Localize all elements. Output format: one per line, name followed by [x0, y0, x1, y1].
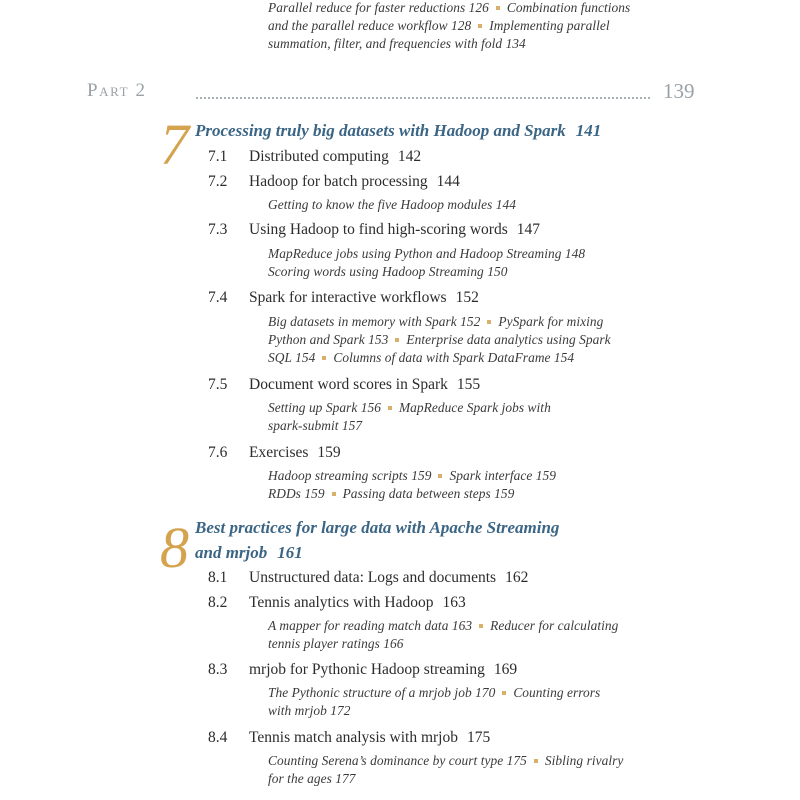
section-number: 8.2: [208, 594, 228, 611]
toc-subentry-line: Getting to know the five Hadoop modules 144: [268, 197, 516, 212]
chapter-title-continued: and mrjob 161: [195, 543, 303, 562]
bullet-separator: [332, 492, 336, 496]
bullet-separator: [479, 624, 483, 628]
bullet-separator: [534, 759, 538, 763]
toc-subentry-line: and the parallel reduce workflow 128 Implementing parallel: [268, 18, 610, 33]
bullet-separator: [322, 356, 326, 360]
bullet-separator: [438, 474, 442, 478]
bullet-separator: [388, 406, 392, 410]
section-title: Using Hadoop to find high-scoring words 147: [249, 221, 540, 238]
toc-subentry-line: Parallel reduce for faster reductions 126 Combination functions: [268, 0, 631, 15]
toc-subentry-line: Setting up Spark 156 MapReduce Spark jobs with: [268, 400, 551, 415]
section-title: Exercises 159: [249, 444, 341, 461]
toc-subentry-line: Python and Spark 153 Enterprise data analytics using Spark: [268, 332, 611, 347]
section-title: Tennis analytics with Hadoop 163: [249, 594, 466, 611]
section-title: Tennis match analysis with mrjob 175: [249, 729, 491, 746]
toc-subentry-line: MapReduce jobs using Python and Hadoop Streaming 148: [268, 246, 586, 261]
toc-subentry-line: for the ages 177: [268, 771, 356, 786]
section-title: mrjob for Pythonic Hadoop streaming 169: [249, 661, 518, 678]
chapter-number: 8: [160, 515, 189, 580]
section-number: 7.6: [208, 444, 228, 461]
section-title: Unstructured data: Logs and documents 162: [249, 569, 529, 586]
toc-subentry-line: tennis player ratings 166: [268, 636, 404, 651]
toc-subentry-line: SQL 154 Columns of data with Spark DataFrame 154: [268, 350, 575, 365]
section-number: 8.3: [208, 661, 228, 678]
bullet-separator: [496, 6, 500, 10]
chapter-number: 7: [160, 112, 189, 177]
bullet-separator: [395, 338, 399, 342]
toc-subentry-line: spark-submit 157: [268, 418, 363, 433]
section-number: 7.2: [208, 173, 228, 190]
section-number: 7.4: [208, 289, 228, 306]
toc-subentry-line: Scoring words using Hadoop Streaming 150: [268, 264, 508, 279]
toc-subentry-line: Hadoop streaming scripts 159 Spark interface 159: [268, 468, 557, 483]
section-number: 7.3: [208, 221, 228, 238]
toc-subentry-line: The Pythonic structure of a mrjob job 170 Counting errors: [268, 685, 601, 700]
toc-subentry-line: Counting Serena’s dominance by court type 175 Sibling rivalry: [268, 753, 624, 768]
toc-subentry-line: summation, filter, and frequencies with fold 134: [268, 36, 526, 51]
toc-subentry-line: RDDs 159 Passing data between steps 159: [268, 486, 515, 501]
section-number: 8.1: [208, 569, 228, 586]
toc-subentry-line: Big datasets in memory with Spark 152 PySpark for mixing: [268, 314, 604, 329]
section-number: 7.5: [208, 376, 228, 393]
section-title: Distributed computing 142: [249, 148, 422, 165]
bullet-separator: [502, 691, 506, 695]
section-title: Spark for interactive workflows 152: [249, 289, 479, 306]
bullet-separator: [478, 24, 482, 28]
section-number: 8.4: [208, 729, 228, 746]
section-title: Document word scores in Spark 155: [249, 376, 481, 393]
section-number: 7.1: [208, 148, 228, 165]
part-leader-dots: [196, 97, 650, 99]
chapter-title: Processing truly big datasets with Hadoop and Spark 141: [195, 121, 602, 140]
chapter-title: Best practices for large data with Apache Streaming: [195, 518, 560, 537]
part-page-number: 139: [663, 79, 695, 103]
section-title: Hadoop for batch processing 144: [249, 173, 460, 190]
toc-subentry-line: A mapper for reading match data 163 Reducer for calculating: [268, 618, 619, 633]
bullet-separator: [487, 320, 491, 324]
toc-subentry-line: with mrjob 172: [268, 703, 351, 718]
part-label: Part 2: [87, 80, 147, 101]
